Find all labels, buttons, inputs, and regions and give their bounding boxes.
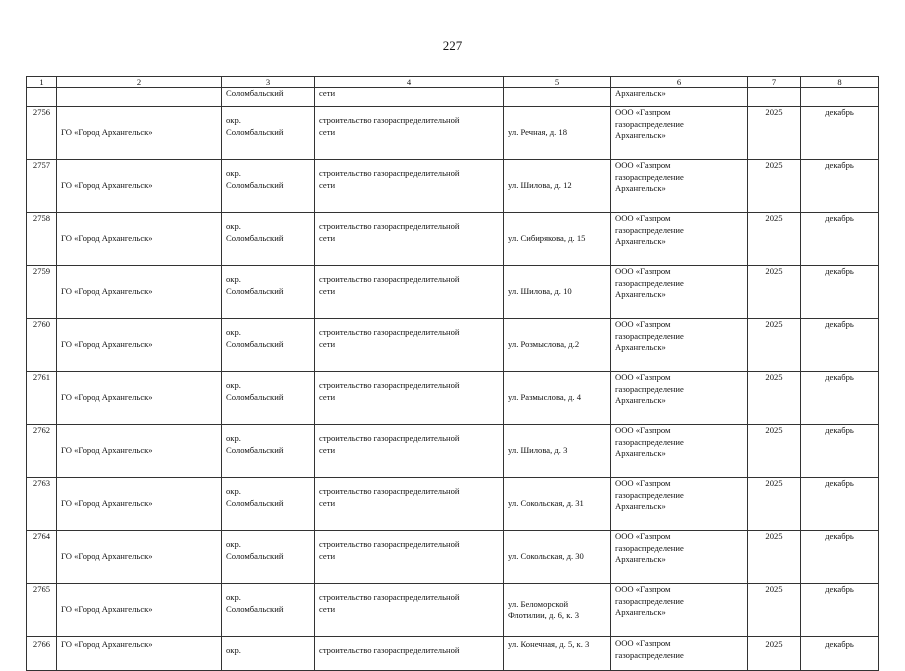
cell-num: 2756 [27, 107, 57, 160]
cell-month [801, 88, 879, 107]
cell-work: строительство газораспределительной сети [315, 478, 504, 531]
cell-month: декабрь [801, 584, 879, 637]
cell-month: декабрь [801, 319, 879, 372]
cell-work: строительство газораспределительной сети [315, 425, 504, 478]
cell-num [27, 88, 57, 107]
cell-address: ул. Беломорской Флотилии, д. 6, к. 3 [504, 584, 611, 637]
cell-municipality: ГО «Город Архангельск» [57, 266, 222, 319]
cell-month: декабрь [801, 425, 879, 478]
cell-month: декабрь [801, 531, 879, 584]
cell-num: 2765 [27, 584, 57, 637]
cell-municipality: ГО «Город Архангельск» [57, 213, 222, 266]
table-row [27, 372, 879, 425]
cell-year: 2025 [748, 266, 801, 319]
cell-work: строительство газораспределительной сети [315, 319, 504, 372]
cell-address: ул. Конечная, д. 5, к. 3 [504, 637, 611, 671]
cell-area: окр. Соломбальский [222, 107, 315, 160]
cell-address: ул. Шилова, д. 10 [504, 266, 611, 319]
cell-organization: ООО «Газпром газораспределение Архангельск» [611, 319, 748, 372]
cell-municipality: ГО «Город Архангельск» [57, 372, 222, 425]
column-header: 6 [611, 77, 748, 88]
cell-organization: ООО «Газпром газораспределение Архангельск» [611, 372, 748, 425]
cell-organization: ООО «Газпром газораспределение Архангельск» [611, 107, 748, 160]
cell-area: окр. Соломбальский [222, 584, 315, 637]
cell-year: 2025 [748, 319, 801, 372]
cell-work: строительство газораспределительной сети [315, 160, 504, 213]
cell-work: строительство газораспределительной сети [315, 213, 504, 266]
cell-month: декабрь [801, 372, 879, 425]
cell-work: строительство газораспределительной сети [315, 107, 504, 160]
column-header: 8 [801, 77, 879, 88]
table-row [27, 107, 879, 160]
cell-year: 2025 [748, 584, 801, 637]
cell-organization: ООО «Газпром газораспределение Архангельск» [611, 266, 748, 319]
cell-organization: ООО «Газпром газораспределение Архангельск» [611, 478, 748, 531]
cell-municipality: ГО «Город Архангельск» [57, 319, 222, 372]
cell-organization: ООО «Газпром газораспределение Архангельск» [611, 584, 748, 637]
cell-year: 2025 [748, 425, 801, 478]
cell-municipality: ГО «Город Архангельск» [57, 425, 222, 478]
column-header: 7 [748, 77, 801, 88]
cell-address: ул. Шилова, д. 12 [504, 160, 611, 213]
cell-year [748, 88, 801, 107]
table-row [27, 584, 879, 637]
cell-organization: ООО «Газпром газораспределение [611, 637, 748, 671]
table-row [27, 319, 879, 372]
cell-address: ул. Сокольская, д. 30 [504, 531, 611, 584]
cell-work: строительство газораспределительной [315, 637, 504, 671]
column-header: 5 [504, 77, 611, 88]
cell-num: 2759 [27, 266, 57, 319]
table-row [27, 213, 879, 266]
cell-area: окр. Соломбальский [222, 213, 315, 266]
cell-year: 2025 [748, 160, 801, 213]
column-header: 2 [57, 77, 222, 88]
cell-area: окр. Соломбальский [222, 266, 315, 319]
cell-work: строительство газораспределительной сети [315, 266, 504, 319]
cell-year: 2025 [748, 213, 801, 266]
cell-area: окр. [222, 637, 315, 671]
cell-municipality: ГО «Город Архангельск» [57, 637, 222, 671]
cell-year: 2025 [748, 107, 801, 160]
cell-area: окр. Соломбальский [222, 425, 315, 478]
cell-month: декабрь [801, 107, 879, 160]
cell-area: окр. Соломбальский [222, 160, 315, 213]
gas-network-schedule-table [26, 76, 879, 671]
cell-month: декабрь [801, 160, 879, 213]
cell-area: окр. Соломбальский [222, 478, 315, 531]
cell-address [504, 88, 611, 107]
cell-month: декабрь [801, 478, 879, 531]
cell-month: декабрь [801, 266, 879, 319]
cell-area: Соломбальский [222, 88, 315, 107]
cell-address: ул. Размыслова, д. 4 [504, 372, 611, 425]
column-header: 3 [222, 77, 315, 88]
cell-year: 2025 [748, 637, 801, 671]
cell-month: декабрь [801, 637, 879, 671]
page-number: 227 [442, 38, 463, 53]
cell-year: 2025 [748, 531, 801, 584]
cell-work: сети [315, 88, 504, 107]
table-row [27, 160, 879, 213]
cell-num: 2761 [27, 372, 57, 425]
continued-row [27, 88, 879, 107]
cell-num: 2758 [27, 213, 57, 266]
cell-area: окр. Соломбальский [222, 531, 315, 584]
cell-municipality: ГО «Город Архангельск» [57, 531, 222, 584]
cell-address: ул. Розмыслова, д.2 [504, 319, 611, 372]
cell-organization: ООО «Газпром газораспределение Архангельск» [611, 425, 748, 478]
column-number-row [27, 77, 879, 88]
cell-organization: Архангельск» [611, 88, 748, 107]
table-row [27, 266, 879, 319]
cell-municipality: ГО «Город Архангельск» [57, 107, 222, 160]
cell-num: 2766 [27, 637, 57, 671]
cell-work: строительство газораспределительной сети [315, 531, 504, 584]
cell-num: 2764 [27, 531, 57, 584]
cell-address: ул. Сокольская, д. 31 [504, 478, 611, 531]
cell-year: 2025 [748, 478, 801, 531]
cell-municipality: ГО «Город Архангельск» [57, 160, 222, 213]
cell-municipality: ГО «Город Архангельск» [57, 584, 222, 637]
table-row [27, 478, 879, 531]
cell-area: окр. Соломбальский [222, 372, 315, 425]
cell-area: окр. Соломбальский [222, 319, 315, 372]
cell-address: ул. Шилова, д. 3 [504, 425, 611, 478]
cell-work: строительство газораспределительной сети [315, 372, 504, 425]
column-header: 4 [315, 77, 504, 88]
cell-municipality: ГО «Город Архангельск» [57, 478, 222, 531]
cell-work: строительство газораспределительной сети [315, 584, 504, 637]
table-row [27, 531, 879, 584]
cell-address: ул. Речная, д. 18 [504, 107, 611, 160]
cell-address: ул. Сибирякова, д. 15 [504, 213, 611, 266]
table-row [27, 425, 879, 478]
cell-month: декабрь [801, 213, 879, 266]
column-header: 1 [27, 77, 57, 88]
cell-organization: ООО «Газпром газораспределение Архангельск» [611, 160, 748, 213]
cell-organization: ООО «Газпром газораспределение Архангельск» [611, 213, 748, 266]
cell-num: 2762 [27, 425, 57, 478]
cell-municipality [57, 88, 222, 107]
table-row [27, 637, 879, 671]
cell-organization: ООО «Газпром газораспределение Архангельск» [611, 531, 748, 584]
cell-num: 2757 [27, 160, 57, 213]
cell-num: 2763 [27, 478, 57, 531]
cell-num: 2760 [27, 319, 57, 372]
cell-year: 2025 [748, 372, 801, 425]
